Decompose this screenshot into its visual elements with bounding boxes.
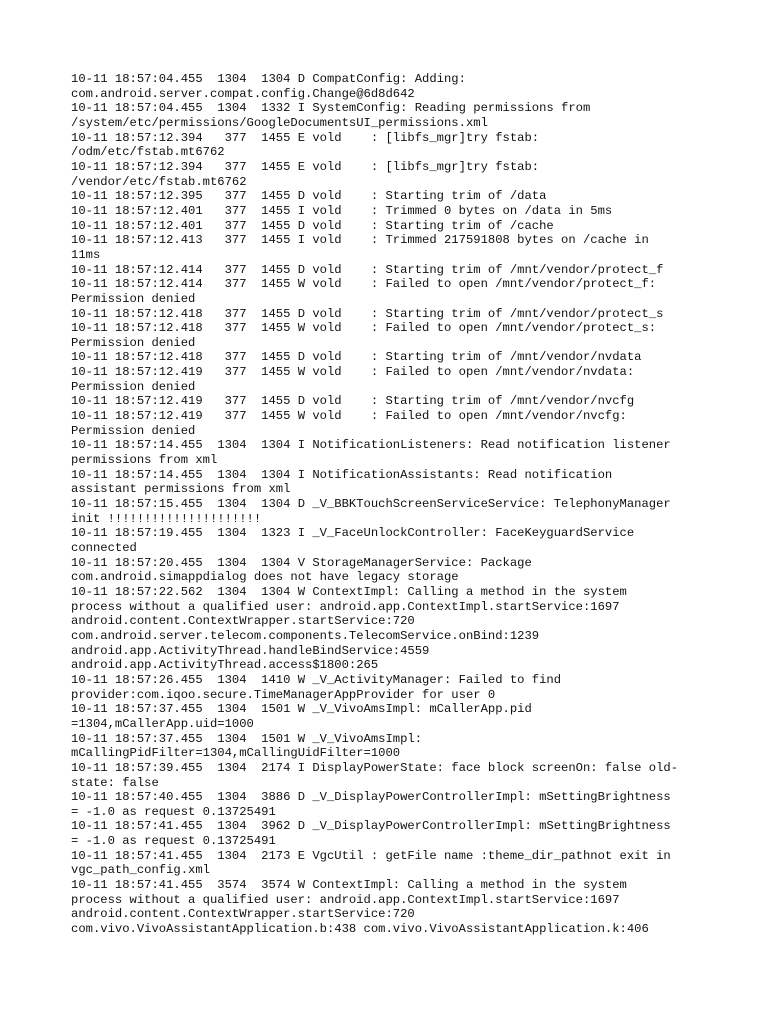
log-line: = -1.0 as request 0.13725491 [71,804,276,819]
log-document [71,72,711,937]
log-line: 10-11 18:57:12.419 377 1455 W vold : Failed to open /mnt/vendor/nvcfg: [71,409,627,424]
log-line: com.vivo.VivoAssistantApplication.b:438 com.vivo.VivoAssistantApplication.k:406 [71,922,649,937]
log-line: init !!!!!!!!!!!!!!!!!!!!! [71,511,262,526]
log-line: Permission denied [71,291,196,306]
log-line: android.app.ActivityThread.handleBindService:4559 [71,643,430,658]
log-line: /system/etc/permissions/GoogleDocumentsUI_permissions.xml [71,115,488,130]
log-line: mCallingPidFilter=1304,mCallingUidFilter=1000 [71,746,401,761]
log-line: 10-11 18:57:41.455 1304 2173 E VgcUtil : getFile name :theme_dir_pathnot exit in [71,848,671,863]
log-line: 10-11 18:57:37.455 1304 1501 W _V_VivoAmsImpl: mCallerApp.pid [71,702,532,717]
log-line: state: false [71,775,159,790]
log-line: 10-11 18:57:12.419 377 1455 D vold : Starting trim of /mnt/vendor/nvcfg [71,394,635,409]
log-line: Permission denied [71,423,196,438]
log-line: 10-11 18:57:12.419 377 1455 W vold : Failed to open /mnt/vendor/nvdata: [71,365,635,380]
log-lines [71,72,711,937]
log-line: android.content.ContextWrapper.startService:720 [71,907,415,922]
log-line: 10-11 18:57:41.455 1304 3962 D _V_DisplayPowerControllerImpl: mSettingBrightness [71,819,671,834]
log-line: 10-11 18:57:12.418 377 1455 W vold : Failed to open /mnt/vendor/protect_s: [71,321,657,336]
log-line: assistant permissions from xml [71,482,291,497]
log-line: 10-11 18:57:19.455 1304 1323 I _V_FaceUnlockController: FaceKeyguardService [71,526,635,541]
log-line: 10-11 18:57:40.455 1304 3886 D _V_DisplayPowerControllerImpl: mSettingBrightness [71,790,671,805]
log-line: 11ms [71,247,101,262]
log-line: 10-11 18:57:04.455 1304 1304 D CompatConfig: Adding: [71,72,466,86]
log-line: 10-11 18:57:12.401 377 1455 D vold : Starting trim of /cache [71,218,554,233]
log-line: 10-11 18:57:20.455 1304 1304 V StorageManagerService: Package [71,555,532,570]
log-line: 10-11 18:57:12.394 377 1455 E vold : [libfs_mgr]try fstab: [71,130,540,145]
log-line: 10-11 18:57:12.418 377 1455 D vold : Starting trim of /mnt/vendor/protect_s [71,306,664,321]
log-line: 10-11 18:57:39.455 1304 2174 I DisplayPowerState: face block screenOn: false old- [71,760,679,775]
log-line: 10-11 18:57:14.455 1304 1304 I NotificationAssistants: Read notification [71,467,613,482]
log-line: /odm/etc/fstab.mt6762 [71,145,225,160]
log-line: 10-11 18:57:12.414 377 1455 W vold : Failed to open /mnt/vendor/protect_f: [71,277,657,292]
log-line: 10-11 18:57:37.455 1304 1501 W _V_VivoAmsImpl: [71,731,423,746]
log-line: provider:com.iqoo.secure.TimeManagerAppProvider for user 0 [71,687,496,702]
log-line: 10-11 18:57:12.418 377 1455 D vold : Starting trim of /mnt/vendor/nvdata [71,350,642,365]
log-line: com.android.simappdialog does not have legacy storage [71,570,459,585]
log-line: 10-11 18:57:12.414 377 1455 D vold : Starting trim of /mnt/vendor/protect_f [71,262,664,277]
log-line: 10-11 18:57:14.455 1304 1304 I NotificationListeners: Read notification listener [71,438,671,453]
log-line: = -1.0 as request 0.13725491 [71,834,276,849]
log-line: 10-11 18:57:04.455 1304 1332 I SystemConfig: Reading permissions from [71,101,591,116]
log-line: Permission denied [71,335,196,350]
log-line: 10-11 18:57:26.455 1304 1410 W _V_ActivityManager: Failed to find [71,672,562,687]
log-line: 10-11 18:57:12.394 377 1455 E vold : [libfs_mgr]try fstab: [71,159,540,174]
log-line: 10-11 18:57:12.413 377 1455 I vold : Trimmed 217591808 bytes on /cache in [71,233,649,248]
log-line: process without a qualified user: android.app.ContextImpl.startService:1697 [71,599,620,614]
log-line: connected [71,541,137,555]
log-line: 10-11 18:57:41.455 3574 3574 W ContextImpl: Calling a method in the system [71,878,627,893]
log-line: 10-11 18:57:15.455 1304 1304 D _V_BBKTouchScreenServiceService: TelephonyManager [71,497,671,512]
log-line: android.content.ContextWrapper.startService:720 [71,614,415,629]
log-line: 10-11 18:57:12.395 377 1455 D vold : Starting trim of /data [71,189,547,204]
log-line: 10-11 18:57:12.401 377 1455 I vold : Trimmed 0 bytes on /data in 5ms [71,203,613,218]
log-line: Permission denied [71,379,196,394]
log-line: com.android.server.telecom.components.TelecomService.onBind:1239 [71,628,540,643]
log-line: vgc_path_config.xml [71,863,210,878]
log-line: =1304,mCallerApp.uid=1000 [71,716,254,731]
log-line: process without a qualified user: android.app.ContextImpl.startService:1697 [71,892,620,907]
log-line: permissions from xml [71,453,218,468]
log-line: 10-11 18:57:22.562 1304 1304 W ContextImpl: Calling a method in the system [71,584,627,599]
log-line: /vendor/etc/fstab.mt6762 [71,174,247,189]
log-line: com.android.server.compat.config.Change@6d8d642 [71,86,415,101]
log-line: android.app.ActivityThread.access$1800:265 [71,658,379,673]
